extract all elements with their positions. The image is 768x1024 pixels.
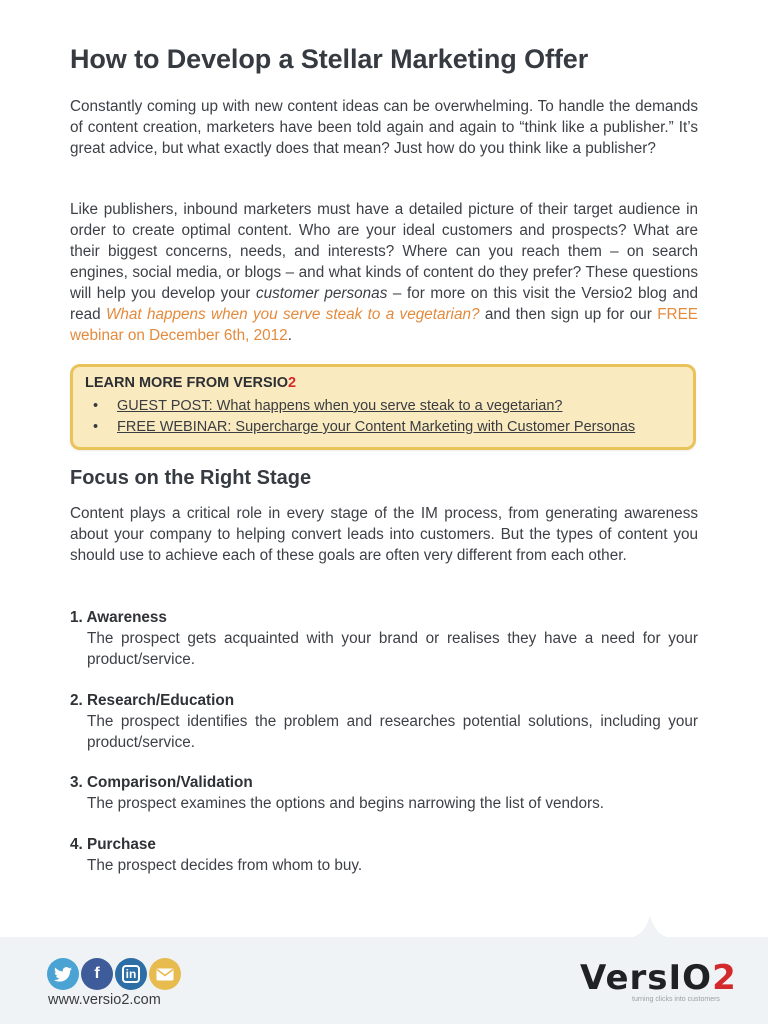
bullet-icon: • (93, 398, 99, 414)
callout-title: LEARN MORE FROM VERSIO2 (85, 375, 297, 391)
stage-description: The prospect identifies the problem and researches potential solutions, including your product/service. (87, 713, 698, 751)
website-url[interactable]: www.versio2.com (48, 992, 161, 1008)
logo-tagline: turning clicks into customers (632, 996, 720, 1003)
customer-personas-emphasis: customer personas (255, 285, 388, 302)
stage-title: 1. Awareness (70, 609, 167, 626)
stage-title: 3. Comparison/Validation (70, 774, 253, 791)
stage-purchase (70, 834, 698, 876)
bullet-icon: • (93, 419, 99, 435)
stage-title: 2. Research/Education (70, 692, 235, 709)
page-title: How to Develop a Stellar Marketing Offer (70, 44, 589, 74)
callout-list-item (93, 396, 635, 417)
email-icon[interactable] (149, 958, 181, 990)
social-icons (47, 958, 181, 990)
facebook-icon[interactable]: f (81, 958, 113, 990)
stage-description: The prospect examines the options and begins narrowing the list of vendors. (87, 795, 604, 812)
learn-more-callout (70, 364, 696, 450)
stage-research-education (70, 690, 698, 753)
guest-post-link[interactable]: GUEST POST: What happens when you serve steak to a vegetarian? (117, 398, 563, 414)
versio2-logo: VersIO2 turning clicks into customers (580, 958, 737, 1003)
personas-paragraph: Like publishers, inbound marketers must have a detailed picture of their target audience in order to create optimal content. Who are your ideal customers and prospects? What are their biggest concerns, needs, and interests? Where can you reach them – on search engines, social media, or blogs – and what kinds of content do they prefer? These questions will help you develop your customer personas – for more on this visit the Versio2 blog and read What happens when you serve steak to a vegetarian? and then sign up for our FREE webinar on December 6th, 2012. (70, 201, 698, 344)
section-title: Focus on the Right Stage (70, 467, 312, 489)
guest-post-inline-link[interactable]: What happens when you serve steak to a vegetarian? (105, 306, 480, 323)
stage-awareness (70, 607, 698, 670)
webinar-inline-link[interactable]: FREE webinar on December 6th, 2012 (70, 306, 698, 344)
callout-list-item (93, 417, 635, 438)
stage-title: 4. Purchase (70, 836, 156, 853)
stage-description: The prospect gets acquainted with your brand or realises they have a need for your product/service. (87, 630, 698, 668)
linkedin-icon[interactable]: in (115, 958, 147, 990)
stage-description: The prospect decides from whom to buy. (87, 857, 363, 874)
section-intro-paragraph: Content plays a critical role in every stage of the IM process, from generating awareness about your company to helping convert leads into customers. But the types of content you should use to achieve each of these goals are often very different from each other. (70, 505, 698, 564)
stage-comparison-validation (70, 772, 698, 814)
free-webinar-link[interactable]: FREE WEBINAR: Supercharge your Content Marketing with Customer Personas (117, 419, 636, 435)
intro-paragraph: Constantly coming up with new content ideas can be overwhelming. To handle the demands of content creation, marketers have been told again and again to “think like a publisher.” It’s great advice, but what exactly does that mean? Just how do you think like a publisher? (70, 98, 698, 157)
callout-links (93, 396, 635, 438)
twitter-icon[interactable] (47, 958, 79, 990)
footer-peak-decoration (620, 915, 680, 939)
